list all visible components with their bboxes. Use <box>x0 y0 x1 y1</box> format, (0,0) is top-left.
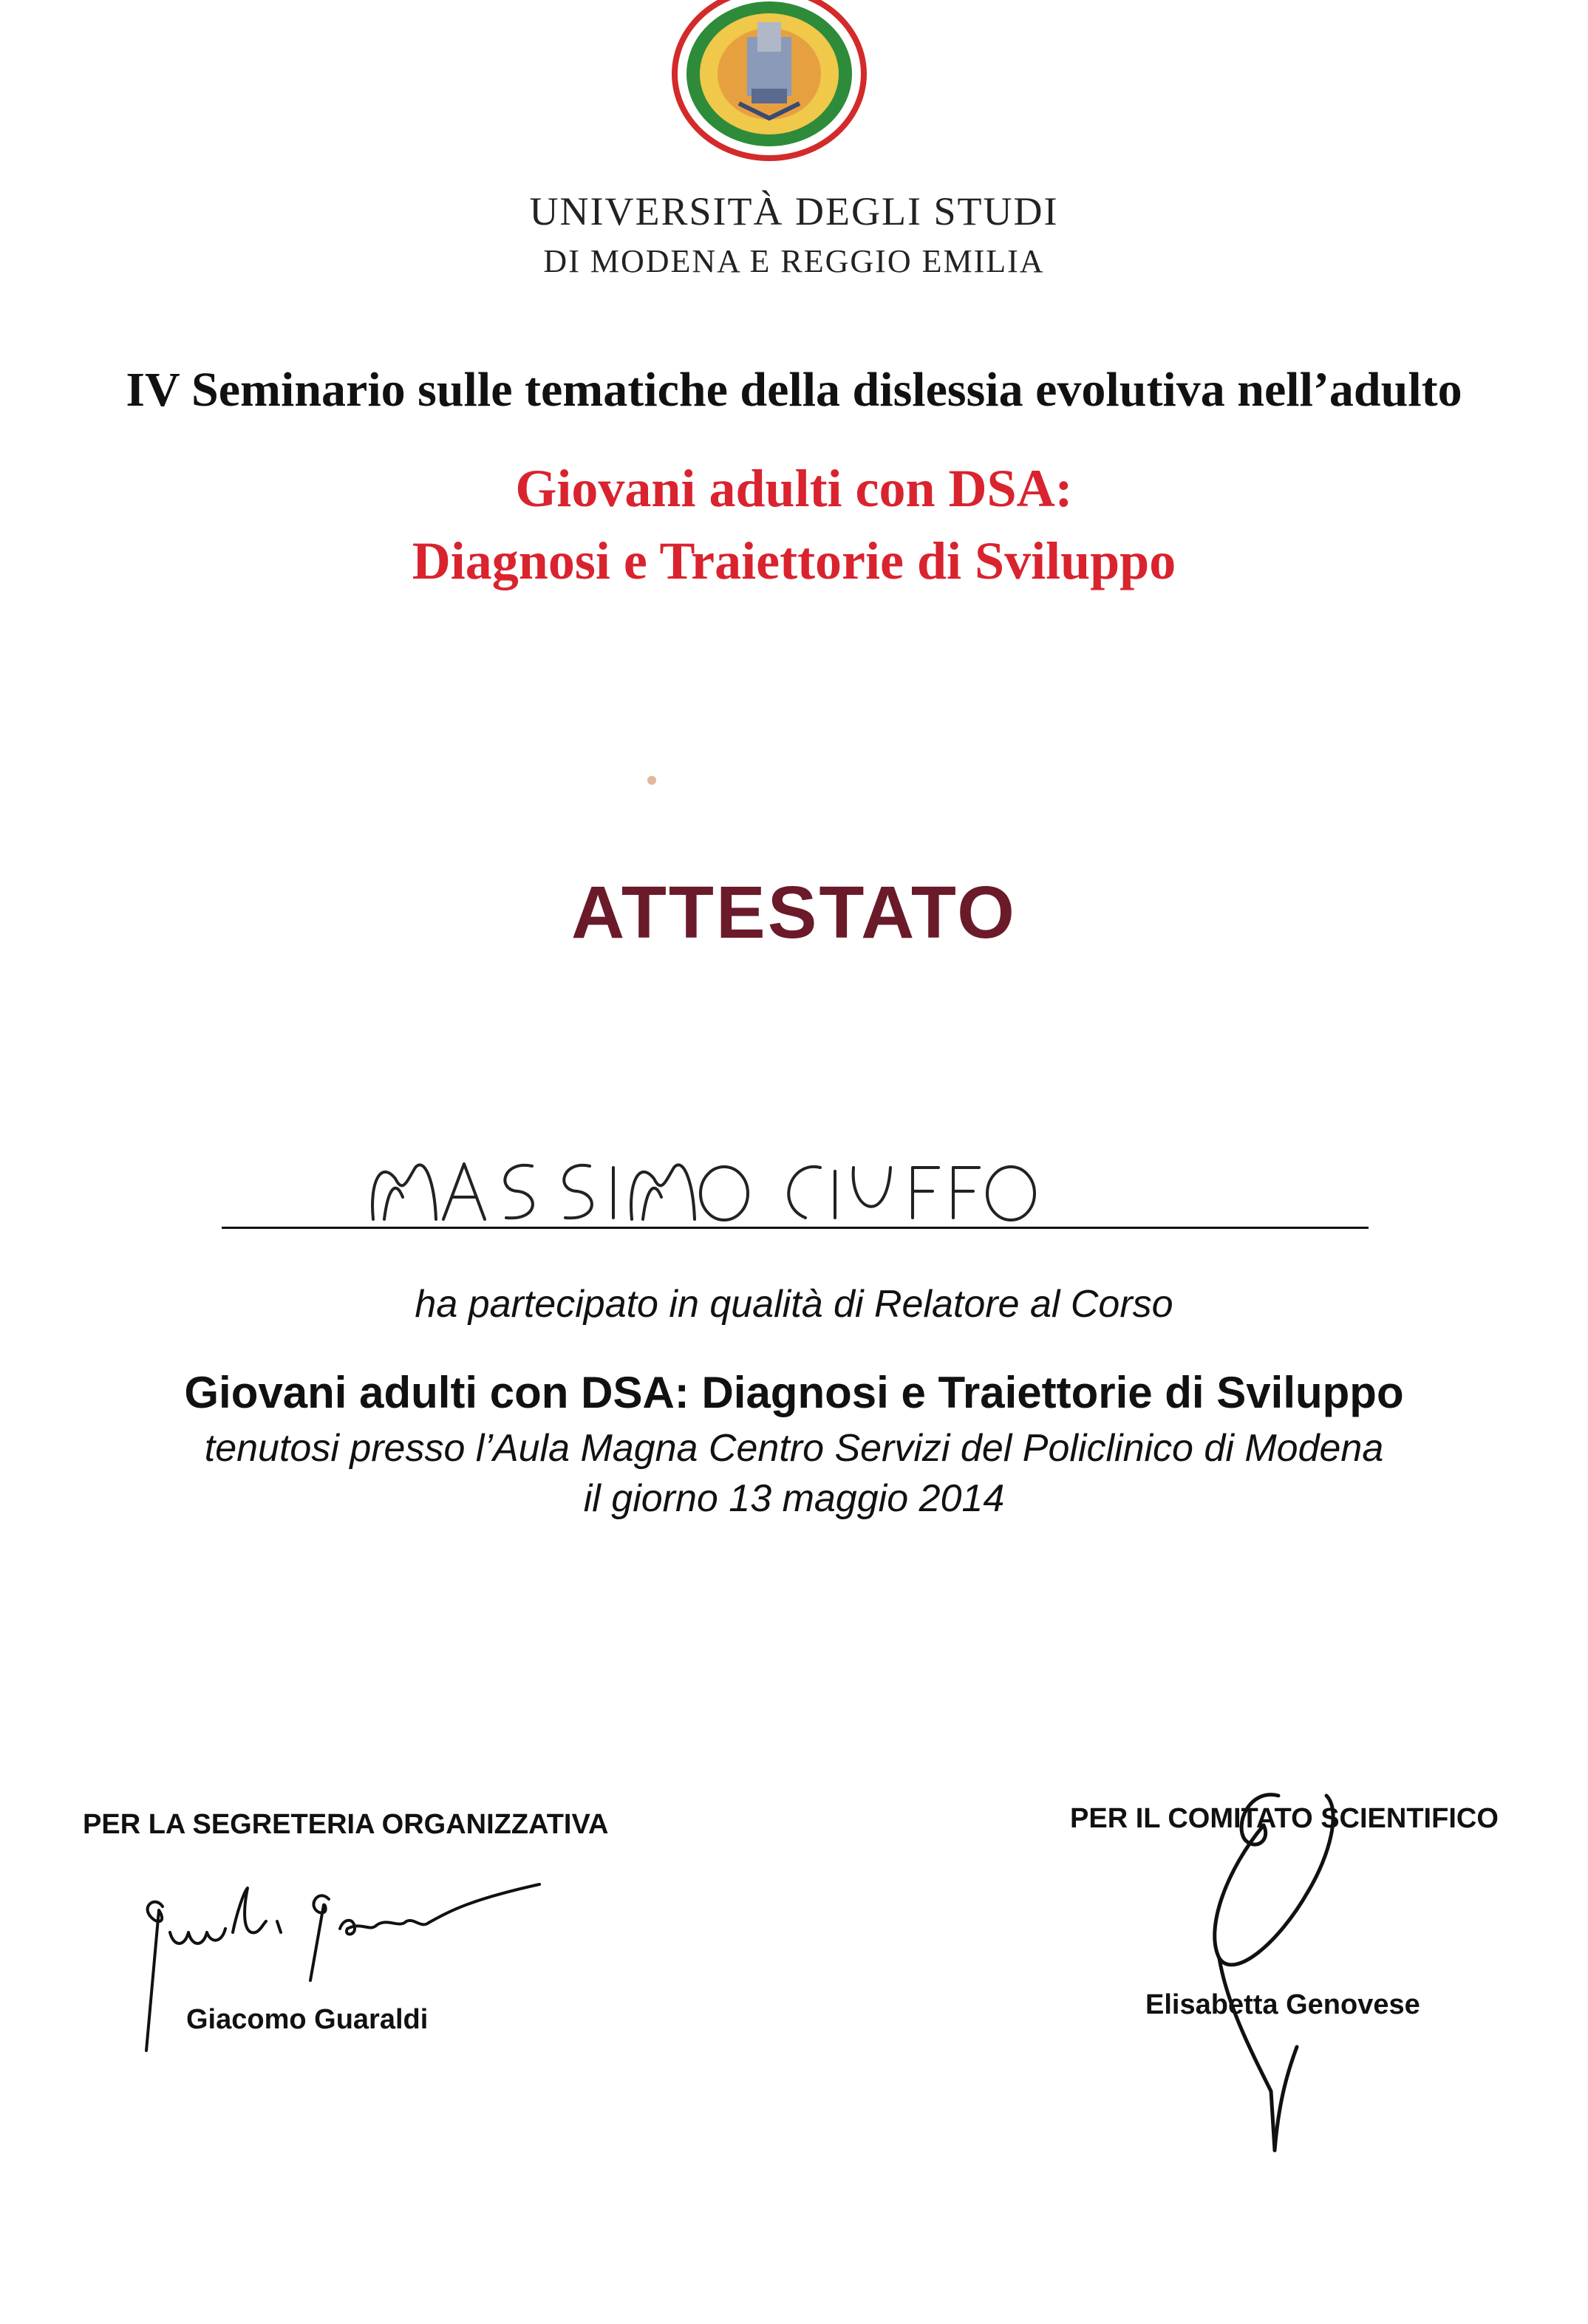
course-name: Giovani adulti con DSA: Diagnosi e Traiettorie di Sviluppo <box>184 1368 1404 1417</box>
recipient-name-handwritten <box>222 1138 1367 1234</box>
venue-text: tenutosi presso l’Aula Magna Centro Servizi del Policlinico di Modena <box>204 1427 1384 1470</box>
organizing-secretariat-label: PER LA SEGRETERIA ORGANIZZATIVA <box>83 1809 609 1840</box>
signature-right <box>1168 1781 1389 2165</box>
event-title-line2: Diagnosi e Traiettorie di Sviluppo <box>412 531 1176 590</box>
university-name-line2: DI MODENA E REGGIO EMILIA <box>543 243 1045 279</box>
seminar-title: IV Seminario sulle tematiche della dislessia evolutiva nell’adulto <box>126 363 1462 417</box>
secretariat-signatory-name: Giacomo Guaraldi <box>186 2004 429 2035</box>
participation-text: ha partecipato in qualità di Relatore al Corso <box>415 1283 1173 1326</box>
committee-signatory-name: Elisabetta Genovese <box>1145 1989 1420 2020</box>
event-title-line1: Giovani adulti con DSA: <box>515 459 1073 518</box>
scientific-committee-label: PER IL COMITATO SCIENTIFICO <box>1070 1803 1499 1834</box>
certificate-heading: ATTESTATO <box>571 871 1017 954</box>
university-seal-logo <box>669 0 870 164</box>
date-text: il giorno 13 maggio 2014 <box>583 1477 1005 1520</box>
recipient-name-text: MASSIMO CIUFFO <box>222 1138 228 1139</box>
name-underline <box>222 1227 1369 1229</box>
university-name-line1: UNIVERSITÀ DEGLI STUDI <box>529 189 1059 234</box>
decorative-dot <box>647 776 656 785</box>
